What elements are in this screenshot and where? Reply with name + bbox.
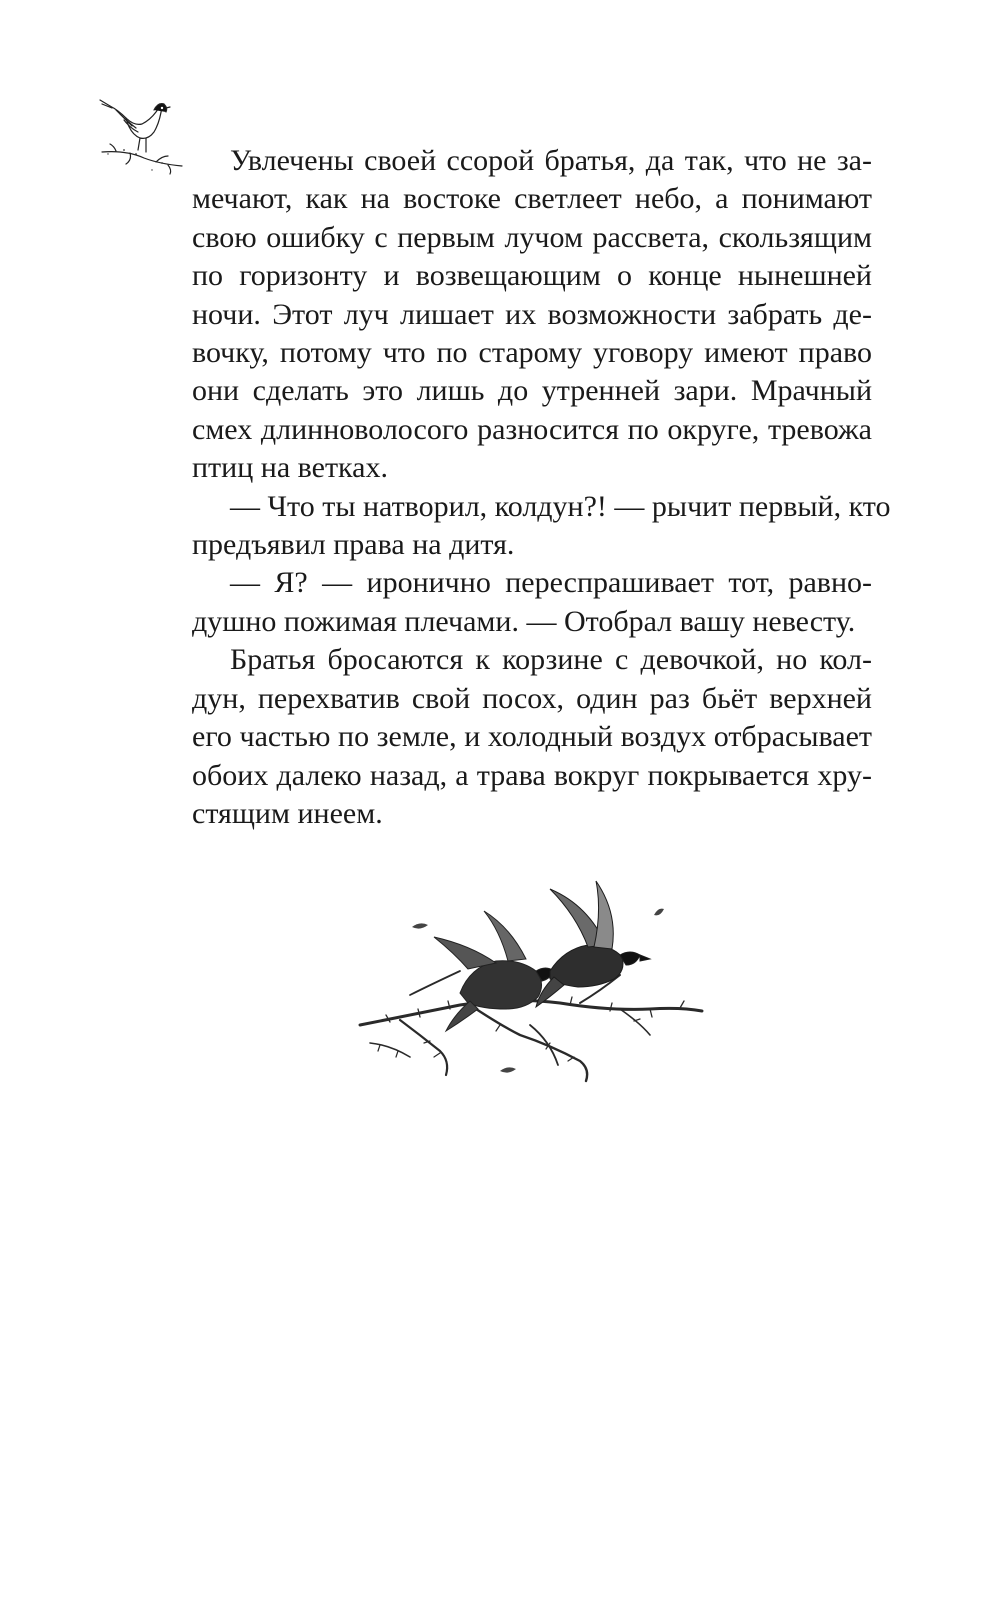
text-line: смех длинноволосого разносится по округе, тревожа	[192, 412, 872, 446]
text-line: — Я? — иронично переспрашивает тот, равно-	[230, 566, 872, 600]
text-line: вочку, потому что по старому уговору имеют право	[192, 336, 872, 370]
text-line: — Что ты натворил, колдун?! — рычит первый, кто	[230, 489, 891, 523]
text-line: дун, перехватив свой посох, один раз бьёт верхней	[192, 681, 872, 715]
text-line: мечают, как на востоке светлеет небо, а понимают	[192, 182, 872, 216]
text-line: свою ошибку с первым лучом рассвета, скользящим	[192, 220, 872, 254]
crows-on-thorny-branch-icon	[350, 875, 710, 1090]
text-line: по горизонту и возвещающим о конце нынешней	[192, 259, 872, 293]
paragraph-3	[192, 564, 872, 602]
text-line: птиц на ветках.	[192, 451, 388, 485]
paragraph-4	[192, 641, 872, 679]
text-line: душно пожимая плечами. — Отобрал вашу невесту.	[192, 604, 856, 638]
text-line: ночи. Этот луч лишает их возможности забрать де-	[192, 297, 872, 331]
text-line: Братья бросаются к корзине с девочкой, но кол-	[230, 643, 872, 677]
titmouse-on-branch-icon	[96, 92, 188, 184]
paragraph-1	[192, 142, 872, 180]
text-line: они сделать это лишь до утренней зари. Мрачный	[192, 374, 872, 408]
text-line: обоих далеко назад, а трава вокруг покрывается хру-	[192, 758, 872, 792]
body-text	[192, 142, 891, 833]
text-line: его частью по земле, и холодный воздух отбрасывает	[192, 720, 872, 754]
text-line: стящим инеем.	[192, 796, 383, 830]
text-line: предъявил права на дитя.	[192, 528, 515, 562]
paragraph-2	[192, 488, 891, 526]
text-line: Увлечены своей ссорой братья, да так, что не за-	[230, 144, 872, 177]
